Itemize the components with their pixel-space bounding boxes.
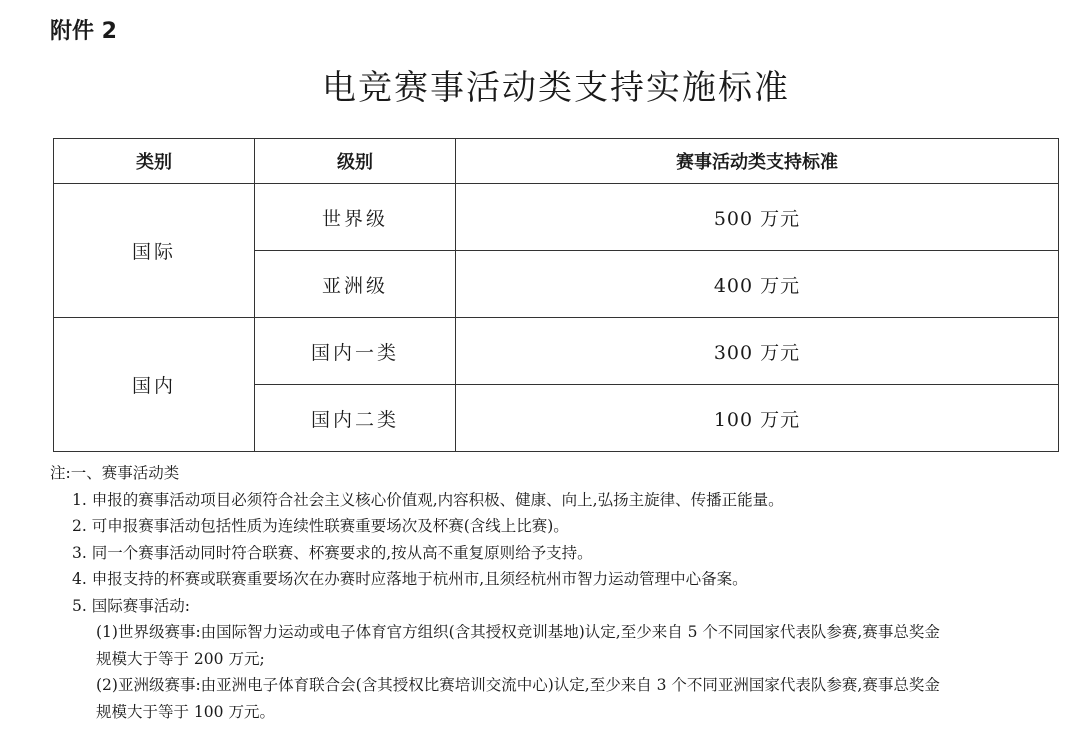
attachment-label: 附件 2: [50, 19, 117, 44]
level-cell: 国内一类: [255, 318, 456, 385]
notes-heading: 注:一、赛事活动类: [50, 464, 180, 482]
header-category: 类别: [54, 139, 255, 184]
note-item: 5. 国际赛事活动:: [72, 596, 190, 615]
note-sub-item: (2)亚洲级赛事:由亚洲电子体育联合会(含其授权比赛培训交流中心)认定,至少来自 3 个不同亚洲国家代表队参赛,赛事总奖金: [96, 676, 940, 694]
level-cell: 亚洲级: [255, 251, 456, 318]
notes-section: [50, 460, 1070, 725]
note-item: 3. 同一个赛事活动同时符合联赛、杯赛要求的,按从高不重复原则给予支持。: [72, 543, 593, 562]
document-title: 电竞赛事活动类支持实施标准: [322, 68, 790, 108]
header-level: 级别: [255, 139, 456, 184]
note-item: 2. 可申报赛事活动包括性质为连续性联赛重要场次及杯赛(含线上比赛)。: [72, 517, 569, 535]
amount-cell: 400 万元: [456, 251, 1059, 318]
support-standard-table: [53, 138, 1059, 452]
amount-cell: 100 万元: [456, 385, 1059, 452]
amount-cell: 300 万元: [456, 318, 1059, 385]
header-standard: 赛事活动类支持标准: [456, 139, 1059, 184]
table-header-row: [54, 139, 1059, 184]
note-sub-item: (1)世界级赛事:由国际智力运动或电子体育官方组织(含其授权竞训基地)认定,至少来自 5 个不同国家代表队参赛,赛事总奖金: [96, 623, 940, 641]
level-cell: 世界级: [255, 184, 456, 251]
level-cell: 国内二类: [255, 385, 456, 452]
table-row: [54, 318, 1059, 385]
table-row: [54, 184, 1059, 251]
note-sub-item-continuation: 规模大于等于 100 万元。: [96, 702, 275, 721]
category-cell: 国际: [54, 184, 255, 318]
note-item: 1. 申报的赛事活动项目必须符合社会主义核心价值观,内容积极、健康、向上,弘扬主旋律、传播正能量。: [72, 490, 784, 509]
amount-cell: 500 万元: [456, 184, 1059, 251]
note-sub-item-continuation: 规模大于等于 200 万元;: [96, 649, 265, 668]
category-cell: 国内: [54, 318, 255, 452]
note-item: 4. 申报支持的杯赛或联赛重要场次在办赛时应落地于杭州市,且须经杭州市智力运动管理中心备案。: [72, 570, 748, 588]
